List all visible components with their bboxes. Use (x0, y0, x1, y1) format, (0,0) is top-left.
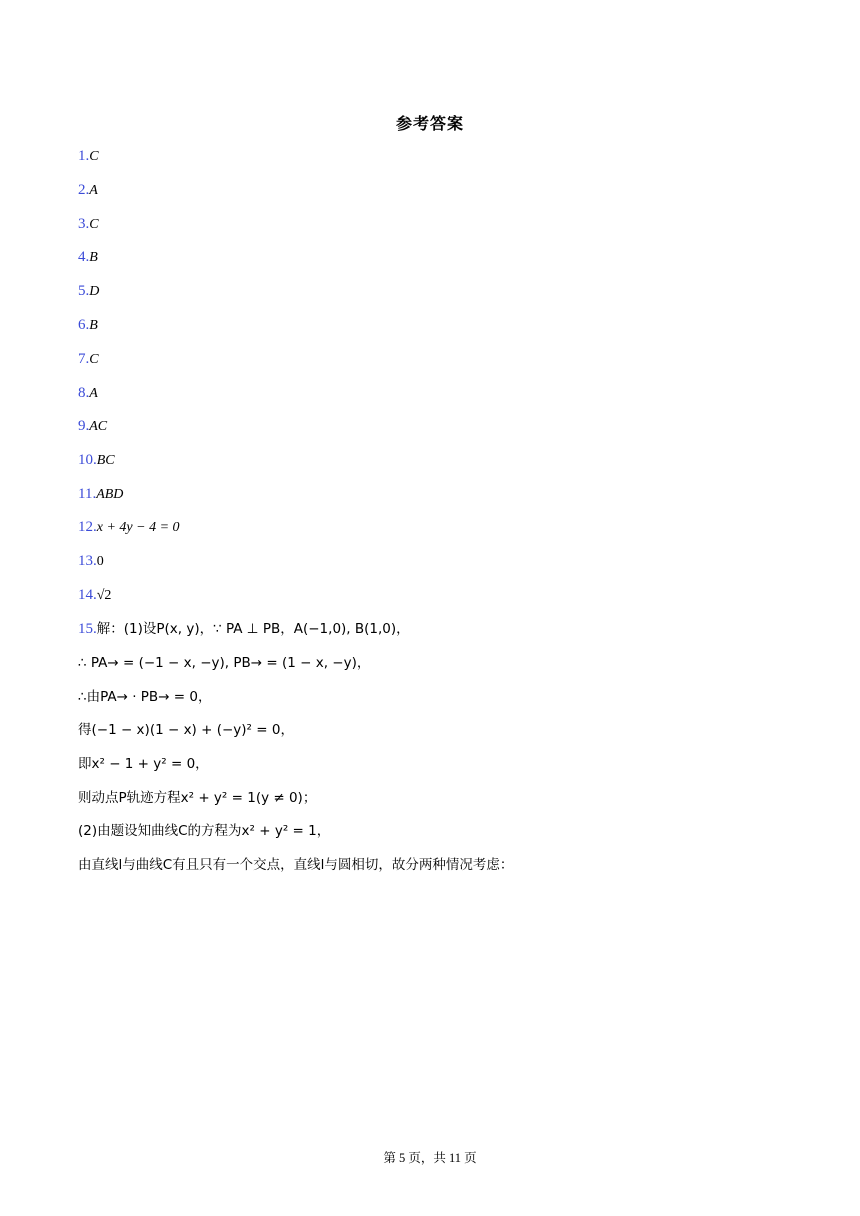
answer-number: 5. (78, 283, 90, 299)
answer-value: D (89, 284, 100, 299)
answer-value: A (89, 183, 98, 198)
answer-number: 15. (78, 621, 97, 637)
solution-text: 由直线l与曲线C有且只有一个交点，直线l与圆相切，故分两种情况考虑： (78, 857, 514, 873)
solution-line (78, 787, 316, 809)
answer-item (78, 280, 99, 302)
answer-item (78, 449, 115, 471)
answer-value: C (89, 352, 99, 367)
page-footer: 第 5 页，共 11 页 (383, 1151, 477, 1165)
answer-value: C (89, 217, 99, 232)
solution-line (78, 753, 209, 775)
solution-line (78, 618, 410, 640)
solution-line (78, 854, 513, 876)
answer-value: C (89, 149, 99, 164)
answer-value: AC (89, 419, 108, 434)
solution-text: (2)由题设知曲线C的方程为x² + y² = 1， (78, 823, 331, 839)
answer-number: 3. (78, 216, 90, 232)
answer-item (78, 179, 98, 201)
solution-text: ∴由PA→ · PB→ = 0， (78, 689, 212, 705)
answer-item (78, 516, 180, 538)
answer-value: B (89, 250, 98, 265)
answer-number: 14. (78, 587, 97, 603)
answer-item (78, 415, 107, 437)
answer-item (78, 382, 98, 404)
answer-value: x + 4y − 4 = 0 (96, 520, 180, 535)
answer-number: 4. (78, 249, 90, 265)
answer-value: 0 (96, 554, 104, 569)
answer-item (78, 246, 98, 268)
answer-number: 10. (78, 452, 97, 468)
answer-value: BC (96, 453, 115, 468)
answer-number: 1. (78, 148, 90, 164)
answer-number: 7. (78, 351, 90, 367)
solution-line (78, 652, 370, 674)
answer-number: 11. (78, 486, 97, 502)
solution-text: 得(−1 − x)(1 − x) + (−y)² = 0， (78, 722, 294, 738)
solution-text: 解：(1)设P(x, y)，∵ PA ⊥ PB，A(−1,0), B(1,0)， (96, 621, 410, 637)
answer-number: 13. (78, 553, 97, 569)
answer-number: 6. (78, 317, 90, 333)
answer-value: B (89, 318, 98, 333)
answer-value: A (89, 386, 98, 401)
answer-item (78, 348, 99, 370)
answer-item (78, 145, 99, 167)
solution-line (78, 820, 330, 842)
answer-item (78, 213, 99, 235)
answer-value: ABD (96, 487, 124, 502)
solution-text: 即x² − 1 + y² = 0， (78, 756, 209, 772)
page-title: 参考答案 (395, 114, 464, 133)
solution-line (78, 686, 211, 708)
answer-value: √2 (96, 588, 112, 603)
answer-number: 8. (78, 385, 90, 401)
answer-number: 9. (78, 418, 90, 434)
solution-text: 则动点P轨迹方程x² + y² = 1(y ≠ 0)； (78, 790, 317, 806)
answer-item (78, 483, 123, 505)
answer-number: 2. (78, 182, 90, 198)
solution-line (78, 719, 294, 741)
answer-number: 12. (78, 519, 97, 535)
answer-item (78, 584, 111, 606)
solution-text: ∴ PA→ = (−1 − x, −y), PB→ = (1 − x, −y)， (78, 655, 371, 671)
answer-item (78, 314, 98, 336)
answer-item (78, 550, 104, 572)
